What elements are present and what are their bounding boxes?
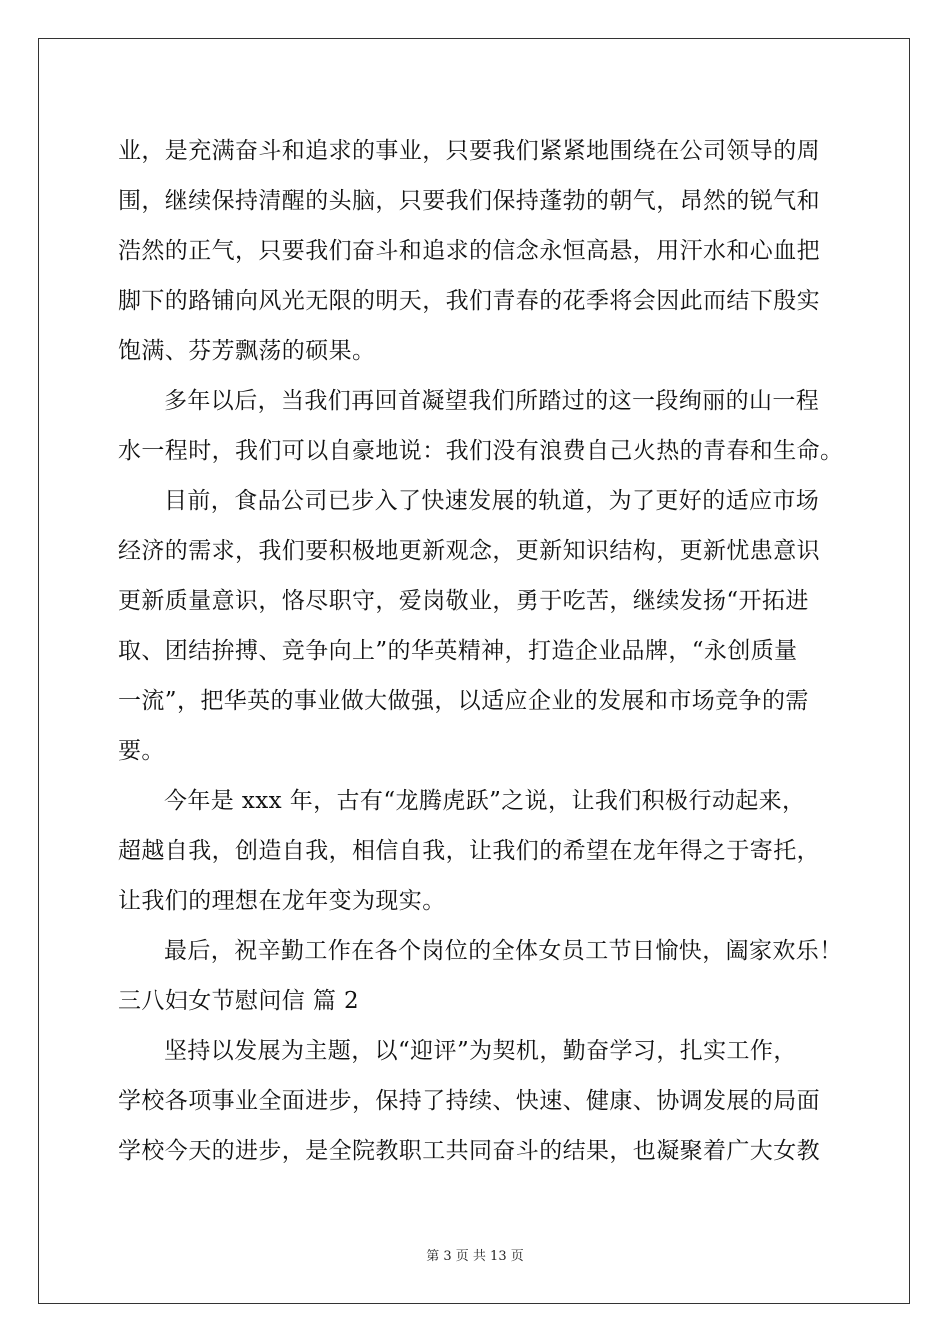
text-line: 坚持以发展为主题，以“迎评”为契机，勤奋学习，扎实工作， xyxy=(164,1038,797,1064)
text-line: 一流”，把华英的事业做大做强，以适应企业的发展和市场竞争的需 xyxy=(118,688,809,714)
text-line: 浩然的正气，只要我们奋斗和追求的信念永恒高悬，用汗水和心血把 xyxy=(118,238,820,264)
text-line: 学校各项事业全面进步，保持了持续、快速、健康、协调发展的局面 xyxy=(118,1088,820,1114)
text-line: 更新质量意识，恪尽职守，爱岗敬业，勇于吃苦，继续发扬“开拓进 xyxy=(118,588,809,614)
text-line: 业，是充满奋斗和追求的事业，只要我们紧紧地围绕在公司领导的周 xyxy=(118,138,820,164)
document-body xyxy=(118,126,844,1176)
text-line: 脚下的路铺向风光无限的明天，我们青春的花季将会因此而结下殷实 xyxy=(118,288,820,314)
text-line: 水一程时，我们可以自豪地说：我们没有浪费自己火热的青春和生命。 xyxy=(118,438,844,464)
text-line: 经济的需求，我们要积极地更新观念，更新知识结构，更新忧患意识 xyxy=(118,538,820,564)
text-line: 饱满、芬芳飘荡的硕果。 xyxy=(118,338,376,364)
text-line: 超越自我，创造自我，相信自我，让我们的希望在龙年得之于寄托， xyxy=(118,838,820,864)
text-line: 多年以后，当我们再回首凝望我们所踏过的这一段绚丽的山一程 xyxy=(164,388,820,414)
page-footer: 第 3 页 共 13 页 xyxy=(426,1249,524,1264)
text-line: 取、团结拚搏、竞争向上”的华英精神，打造企业品牌，“永创质量 xyxy=(118,638,798,664)
text-line: 围，继续保持清醒的头脑，只要我们保持蓬勃的朝气，昂然的锐气和 xyxy=(118,188,820,214)
text-line: 三八妇女节慰问信 篇 2 xyxy=(118,988,360,1014)
text-line: 目前，食品公司已步入了快速发展的轨道，为了更好的适应市场 xyxy=(164,488,820,514)
text-line: 最后，祝辛勤工作在各个岗位的全体女员工节日愉快，阖家欢乐！ xyxy=(164,938,843,964)
text-line: 今年是 xxx 年，古有“龙腾虎跃”之说，让我们积极行动起来， xyxy=(164,788,806,814)
text-line: 要。 xyxy=(118,738,165,764)
text-line: 让我们的理想在龙年变为现实。 xyxy=(118,888,446,914)
text-line: 学校今天的进步，是全院教职工共同奋斗的结果，也凝聚着广大女教 xyxy=(118,1138,820,1164)
